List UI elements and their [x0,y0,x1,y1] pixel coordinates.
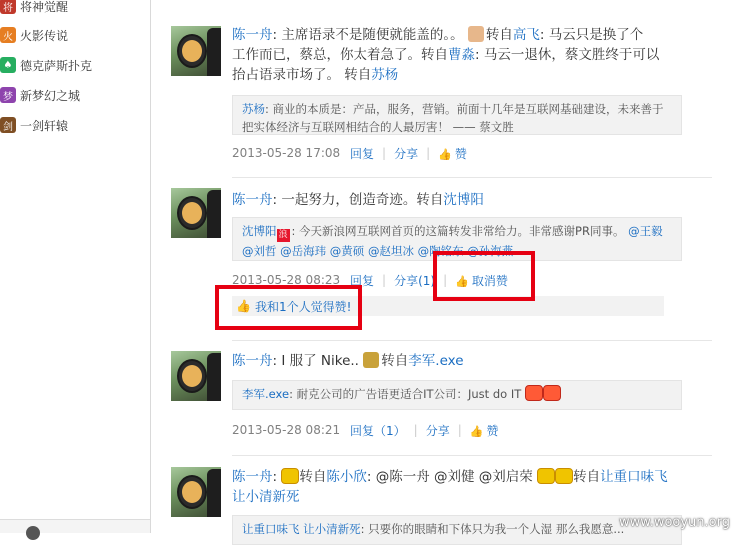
post-time: 2013-05-28 17:08 [232,146,341,160]
sidebar-item-xuanyuan[interactable] [0,114,150,136]
post-text: 陈一舟: 转自陈小欣: @陈一舟 @刘健 @刘启荣 转自让重口味飞 让小清新死 [232,469,668,505]
avatar[interactable] [171,351,221,401]
repost-quote: 让重口味飞 让小清新死: 只要你的眼睛和下体只为我一个人湿 那么我愿意... [232,515,682,545]
quote-author-link[interactable]: 让重口味飞 让小清新死 [242,522,361,536]
sidebar-item-label: 将神觉醒 [20,0,69,14]
sidebar-item-huoying[interactable] [0,24,150,46]
sidebar-item-label: 一剑轩辕 [20,118,69,133]
post-text: 陈一舟: I 服了 Nike.. 转自李军.exe [232,353,464,369]
emoji-icon [537,468,555,484]
like-button[interactable]: 👍 赞 [469,423,499,438]
like-button[interactable]: 👍 赞 [438,146,467,161]
author-link[interactable]: 陈一舟 [232,469,273,485]
post-time: 2013-05-28 08:23 [232,273,341,287]
post-meta: 2013-05-28 17:08 回复 | 分享 | 👍 赞 [232,145,692,161]
user-link[interactable]: 李军.exe [408,353,464,369]
share-button[interactable]: 分享 [425,423,450,438]
sidebar-footer [0,519,150,533]
thumbs-up-icon: 👍 [438,147,452,161]
reply-button[interactable]: 回复（1） [350,423,406,438]
game-icon-menghuan: 梦 [0,87,16,103]
user-link[interactable]: 高飞 [512,27,540,43]
sidebar-item-jiangshen[interactable] [0,0,150,17]
game-icon-xuanyuan: 剑 [0,117,16,133]
game-icon-jiangshen: 将 [0,0,16,14]
highlight-box-unlike [433,251,535,301]
mention-links[interactable]: @王毅 @刘哲 @岳海玮 @黄硕 @赵坦冰 @陶铭东 @孙海燕 [242,224,663,258]
sidebar-item-label: 德克萨斯扑克 [20,58,93,73]
thumbs-up-icon: 👍 [236,299,251,313]
avatar[interactable] [171,467,221,517]
post-meta: 2013-05-28 08:21 回复（1） | 分享 | 👍 赞 [232,422,692,438]
sidebar-item-label: 新梦幻之城 [20,88,81,103]
post-divider [232,340,712,341]
thumbs-up-icon: 👍 [455,274,469,288]
quote-author-link[interactable]: 李军.exe [242,387,290,401]
author-link[interactable]: 陈一舟 [232,192,273,208]
reply-button[interactable]: 回复 [350,273,375,288]
author-link[interactable]: 陈一舟 [232,27,273,43]
post-divider [232,177,712,178]
unlike-button[interactable]: 👍 取消赞 [455,273,508,288]
app-sidebar [0,0,151,533]
post-text: 陈一舟: 主席语录不是随便就能盖的。。 转自高飞: 马云只是换了个 工作而已，蔡总，你太着急了。转自曹淼: 马云一退休，蔡文胜终于可以 抬占语录市场了。 转自苏杨 [232,27,660,83]
user-avatar-icon [363,352,379,368]
repost-quote: 李军.exe: 耐克公司的广告语更适合IT公司：Just do IT [232,380,682,410]
chat-icon[interactable] [26,526,40,540]
emoji-icon [525,385,543,401]
sidebar-item-menghuan[interactable] [0,84,150,106]
reply-button[interactable]: 回复 [350,146,375,161]
user-link[interactable]: 苏杨 [371,67,399,83]
emoji-icon [281,468,299,484]
sidebar-item-poker[interactable] [0,54,150,76]
share-button[interactable]: 分享(1) [394,273,436,288]
repost-quote: 苏杨: 商业的本质是：产品，服务，营销。前面十几年是互联网基础建设，未来善于把实体经济与互联网相结合的人最厉害！ —— 蔡文胜 [232,95,682,135]
game-icon-huoying: 火 [0,27,16,43]
repost-quote: 沈博阳 浪 : 今天新浪网互联网首页的这篇转发非常给力。非常感谢PR同事。 @王毅 @刘哲 @岳海玮 @黄硕 @赵坦冰 @陶铭东 @孙海燕 [232,217,682,261]
watermark: www.wooyun.org [618,515,730,530]
emoji-icon [555,468,573,484]
user-link[interactable]: 让小清新死 [232,489,300,505]
avatar[interactable] [171,188,221,238]
sidebar-item-label: 火影传说 [20,28,69,43]
share-button[interactable]: 分享 [394,146,419,161]
news-feed [151,0,733,536]
user-link[interactable]: 曹淼 [448,47,475,63]
post-text: 陈一舟: 一起努力，创造奇迹。转自沈博阳 [232,192,484,208]
game-icon-poker: ♠ [0,57,16,73]
post-time: 2013-05-28 08:21 [232,423,341,437]
quote-author-link[interactable]: 苏杨 [242,102,265,116]
user-link[interactable]: 陈小欣 [326,469,367,485]
emoji-icon [543,385,561,401]
author-link[interactable]: 陈一舟 [232,353,273,369]
highlight-box-like-summary [215,285,362,330]
like-summary[interactable]: 👍 我和1个人觉得赞! [232,296,664,316]
post-divider [232,455,712,456]
sina-weibo-icon: 浪 [278,230,288,240]
post-meta: 2013-05-28 08:23 回复 | 分享(1) | 👍 取消赞 [232,272,692,288]
user-link[interactable]: 沈博阳 [443,192,484,208]
avatar[interactable] [171,26,221,76]
user-link[interactable]: 让重口味飞 [600,469,668,485]
quote-author-link[interactable]: 沈博阳 [242,224,277,238]
user-avatar-icon [468,26,484,42]
thumbs-up-icon: 👍 [469,424,484,438]
